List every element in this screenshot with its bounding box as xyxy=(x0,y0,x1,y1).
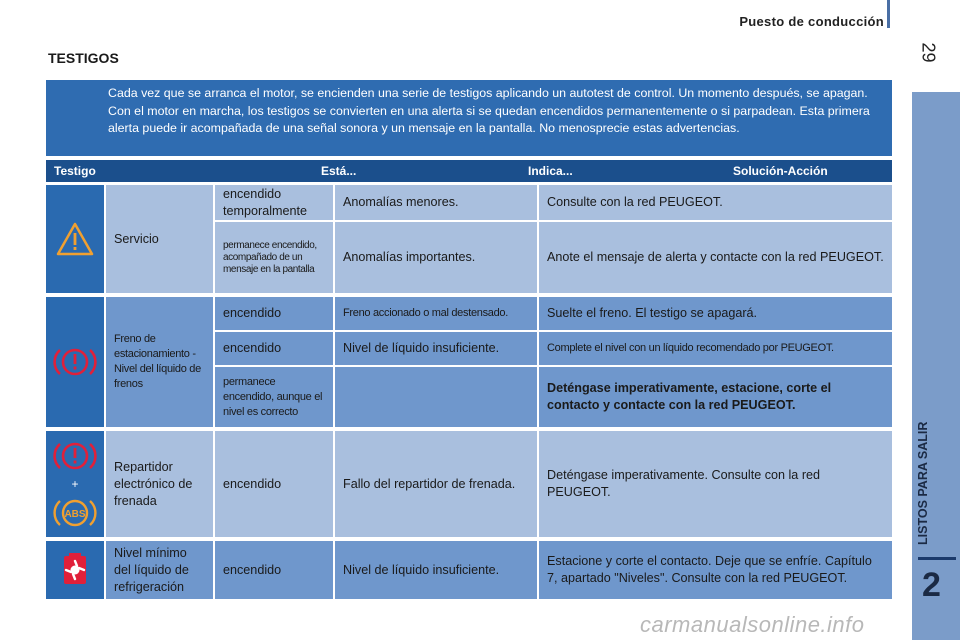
action-cell: Deténgase imperativamente. Consulte con la red PEUGEOT. xyxy=(539,431,892,537)
brake-warning-icon xyxy=(53,344,97,380)
header-rule xyxy=(887,0,890,28)
svg-text:ABS: ABS xyxy=(64,508,86,520)
indicates-cell: Anomalías importantes. xyxy=(335,222,537,293)
indicates-cell: Fallo del repartidor de frenada. xyxy=(335,431,537,537)
action-cell: Estacione y corte el contacto. Deje que se enfríe. Capítulo 7, apartado "Niveles". Consulte con la red PEUGEOT. xyxy=(539,541,892,599)
side-tab-label xyxy=(916,505,936,545)
indicates-cell: Freno accionado o mal destensado. xyxy=(335,297,537,330)
action-cell: Anote el mensaje de alerta y contacte con la red PEUGEOT. xyxy=(539,222,892,293)
abs-icon xyxy=(53,495,97,531)
indicates-cell: Nivel de líquido insuficiente. xyxy=(335,332,537,365)
header-indica-solucion xyxy=(520,164,892,178)
table-cell-icon xyxy=(46,431,104,537)
state-cell: encendido temporalmente xyxy=(215,185,333,220)
action-cell: Suelte el freno. El testigo se apagará. xyxy=(539,297,892,330)
table-group-servicio xyxy=(46,185,892,293)
coolant-level-icon xyxy=(60,552,90,588)
table-cell-icon xyxy=(46,297,104,427)
watermark: carmanualsonline.info xyxy=(640,612,865,637)
intro-paragraph: Cada vez que se arranca el motor, se encienden una serie de testigos aplicando un autotest de control. Un momento después, se apagan. Con el motor en marcha, los testigos se convierten en una alerta si se quedan encendidos permanentemente o si parpadean. Esta primera alerta puede ir acompañada de una señal sonora y un mensaje en la pantalla. No menosprecie estas advertencias. xyxy=(46,80,892,156)
action-cell: Deténgase imperativamente, estacione, corte el contacto y contacte con la red PEUGEOT. xyxy=(539,367,892,427)
state-cell: encendido xyxy=(215,332,333,365)
chapter-number: 2 xyxy=(922,566,941,604)
warning-name: Freno de estacionamiento - Nivel del líquido de frenos xyxy=(106,297,213,427)
warning-name: Nivel mínimo del líquido de refrigeración xyxy=(106,541,213,599)
indicates-cell xyxy=(335,367,537,427)
action-cell: Complete el nivel con un líquido recomendado por PEUGEOT. xyxy=(539,332,892,365)
state-cell: permanece encendido, aunque el nivel es correcto xyxy=(215,367,333,427)
warning-name: Servicio xyxy=(106,185,213,293)
page-number: 29 xyxy=(918,42,939,63)
warning-triangle-icon xyxy=(55,221,95,257)
state-cell: encendido xyxy=(215,431,333,537)
warning-name: Repartidor electrónico de frenada xyxy=(106,431,213,537)
warning-lights-table xyxy=(46,160,892,599)
header-solucion: Solución-Acción xyxy=(733,164,828,178)
section-title: TESTIGOS xyxy=(48,50,119,66)
state-cell: encendido xyxy=(215,541,333,599)
indicates-cell: Anomalías menores. xyxy=(335,185,537,220)
side-tab-bar xyxy=(918,557,956,560)
table-group-repartidor xyxy=(46,431,892,537)
action-cell: Consulte con la red PEUGEOT. xyxy=(539,185,892,220)
table-group-freno xyxy=(46,297,892,427)
brake-warning-icon xyxy=(53,438,97,474)
indicates-cell: Nivel de líquido insuficiente. xyxy=(335,541,537,599)
header-testigo: Testigo xyxy=(54,164,96,178)
table-cell-icon xyxy=(46,541,104,599)
table-group-refrigeracion xyxy=(46,541,892,599)
table-header xyxy=(46,160,892,182)
header-esta: Está... xyxy=(321,164,357,178)
header-indica: Indica... xyxy=(528,164,573,178)
page-header: Puesto de conducción xyxy=(739,14,884,29)
plus-sign: + xyxy=(71,476,79,491)
state-cell: encendido xyxy=(215,297,333,330)
state-cell: permanece encendido, acompañado de un mensaje en la pantalla xyxy=(215,222,333,293)
table-cell-icon xyxy=(46,185,104,293)
